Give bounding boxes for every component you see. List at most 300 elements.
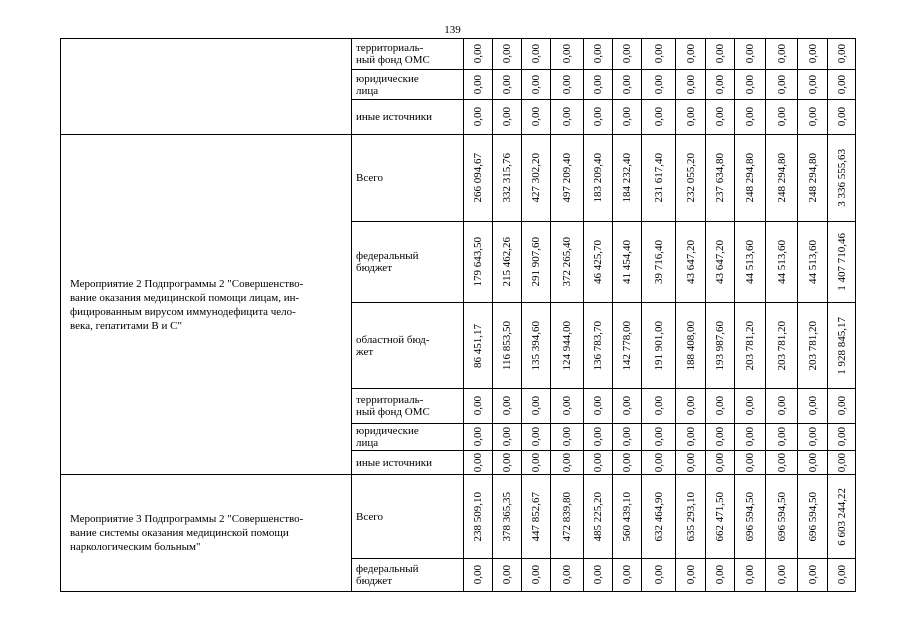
- value-text: 0,00: [621, 74, 633, 95]
- value-cell: [522, 451, 551, 475]
- value-text: 41 454,40: [621, 240, 633, 284]
- value-text: 188 408,00: [684, 320, 697, 371]
- budget-table-body: [61, 39, 856, 592]
- value-cell: [828, 100, 856, 135]
- value-cell: [584, 389, 613, 424]
- value-text: 447 852,67: [530, 491, 542, 542]
- value-text: 0,00: [835, 396, 848, 416]
- value-text: 0,00: [744, 565, 756, 585]
- funding-source-cell: федеральный бюджет: [352, 222, 464, 303]
- value-text: 0,00: [652, 396, 665, 416]
- value-cell: [522, 100, 551, 135]
- value-cell: [735, 303, 766, 389]
- value-text: 0,00: [714, 396, 726, 416]
- value-cell: [584, 135, 613, 222]
- value-text: 427 302,20: [530, 153, 542, 203]
- value-cell: [613, 135, 642, 222]
- value-text: 0,00: [835, 44, 848, 64]
- value-text: 0,00: [592, 396, 604, 416]
- value-cell: [735, 135, 766, 222]
- value-text: 0,00: [684, 107, 697, 127]
- value-text: 0,00: [835, 427, 848, 447]
- funding-source-cell: Всего: [352, 135, 464, 222]
- value-cell: [551, 424, 584, 451]
- value-text: 248 294,80: [744, 153, 756, 203]
- value-text: 0,00: [652, 107, 665, 127]
- value-cell: [828, 39, 856, 70]
- funding-source-cell: Всего: [352, 475, 464, 559]
- value-cell: [828, 222, 856, 303]
- value-cell: [706, 39, 735, 70]
- value-cell: [798, 135, 828, 222]
- value-cell: [735, 475, 766, 559]
- value-cell: [676, 451, 706, 475]
- value-text: 0,00: [775, 44, 788, 64]
- value-text: 0,00: [684, 44, 697, 64]
- value-cell: [464, 303, 493, 389]
- value-cell: [828, 303, 856, 389]
- value-text: 0,00: [561, 452, 573, 473]
- value-text: 0,00: [530, 452, 542, 473]
- value-cell: [706, 559, 735, 592]
- value-text: 0,00: [714, 74, 726, 95]
- value-cell: [642, 559, 676, 592]
- table-row: [61, 39, 856, 70]
- value-cell: [642, 100, 676, 135]
- value-text: 0,00: [652, 74, 665, 95]
- value-text: 44 513,60: [744, 240, 756, 284]
- value-cell: [522, 303, 551, 389]
- value-text: 372 265,40: [561, 237, 573, 287]
- value-text: 0,00: [621, 44, 633, 64]
- value-cell: [522, 135, 551, 222]
- value-cell: [464, 559, 493, 592]
- value-text: 248 294,80: [806, 153, 819, 203]
- funding-source-cell: юридические лица: [352, 70, 464, 100]
- value-text: 0,00: [530, 44, 542, 64]
- value-text: 0,00: [714, 107, 726, 127]
- value-cell: [642, 135, 676, 222]
- value-text: 0,00: [592, 565, 604, 585]
- value-cell: [642, 39, 676, 70]
- value-text: 0,00: [684, 565, 697, 585]
- value-cell: [522, 70, 551, 100]
- value-cell: [766, 424, 798, 451]
- value-text: 44 513,60: [806, 240, 819, 284]
- value-text: 0,00: [744, 107, 756, 127]
- value-cell: [493, 135, 522, 222]
- measure-cell: Мероприятие 3 Подпрограммы 2 "Совершенство- вание системы оказания медицинской помощи наркологическим больным": [61, 475, 352, 592]
- value-cell: [522, 424, 551, 451]
- value-text: 0,00: [684, 452, 697, 473]
- value-cell: [522, 559, 551, 592]
- value-text: 0,00: [592, 74, 604, 95]
- value-text: 472 839,80: [561, 491, 573, 542]
- value-text: 0,00: [501, 74, 513, 95]
- value-cell: [676, 39, 706, 70]
- value-text: 0,00: [561, 427, 573, 447]
- value-text: 0,00: [806, 107, 819, 127]
- value-cell: [642, 424, 676, 451]
- value-cell: [798, 70, 828, 100]
- value-text: 191 901,00: [652, 320, 665, 371]
- value-cell: [493, 389, 522, 424]
- value-text: 0,00: [561, 107, 573, 127]
- value-text: 86 451,17: [472, 323, 484, 368]
- value-cell: [584, 222, 613, 303]
- value-cell: [493, 303, 522, 389]
- value-text: 203 781,20: [775, 320, 788, 371]
- value-text: 248 294,80: [775, 153, 788, 203]
- value-text: 142 778,00: [621, 320, 633, 371]
- value-cell: [613, 39, 642, 70]
- value-text: 0,00: [684, 396, 697, 416]
- value-cell: [613, 475, 642, 559]
- value-cell: [464, 100, 493, 135]
- value-text: 237 634,80: [714, 153, 726, 203]
- value-cell: [642, 303, 676, 389]
- value-text: 0,00: [835, 74, 848, 95]
- value-text: 696 594,50: [744, 491, 756, 542]
- value-cell: [735, 222, 766, 303]
- value-cell: [642, 222, 676, 303]
- value-cell: [706, 303, 735, 389]
- value-text: 43 647,20: [714, 240, 726, 284]
- value-cell: [551, 100, 584, 135]
- value-cell: [766, 451, 798, 475]
- value-text: 378 365,35: [501, 491, 513, 542]
- value-cell: [798, 100, 828, 135]
- value-text: 203 781,20: [744, 320, 756, 371]
- value-text: 0,00: [684, 74, 697, 95]
- value-text: 0,00: [775, 396, 788, 416]
- value-cell: [735, 389, 766, 424]
- value-cell: [766, 222, 798, 303]
- value-cell: [798, 39, 828, 70]
- value-text: 215 462,26: [501, 237, 513, 287]
- value-text: 44 513,60: [775, 240, 788, 284]
- value-cell: [464, 135, 493, 222]
- table-row: [61, 475, 856, 559]
- value-text: 0,00: [775, 452, 788, 473]
- value-text: 0,00: [621, 452, 633, 473]
- value-cell: [522, 475, 551, 559]
- value-cell: [766, 39, 798, 70]
- value-text: 0,00: [472, 396, 484, 416]
- value-cell: [584, 475, 613, 559]
- table-row: [61, 135, 856, 222]
- value-text: 0,00: [744, 74, 756, 95]
- value-cell: [798, 303, 828, 389]
- value-cell: [706, 389, 735, 424]
- value-cell: [706, 424, 735, 451]
- value-cell: [828, 475, 856, 559]
- value-text: 0,00: [775, 565, 788, 585]
- value-cell: [676, 475, 706, 559]
- value-cell: [613, 303, 642, 389]
- value-cell: [613, 389, 642, 424]
- value-text: 184 232,40: [621, 153, 633, 203]
- value-cell: [464, 424, 493, 451]
- value-cell: [735, 424, 766, 451]
- value-text: 0,00: [744, 396, 756, 416]
- value-cell: [613, 451, 642, 475]
- value-text: 43 647,20: [684, 240, 697, 284]
- value-text: 0,00: [501, 452, 513, 473]
- value-text: 635 293,10: [684, 491, 697, 542]
- value-text: 238 509,10: [472, 491, 484, 542]
- value-cell: [464, 39, 493, 70]
- value-cell: [642, 70, 676, 100]
- value-cell: [676, 424, 706, 451]
- value-cell: [828, 389, 856, 424]
- value-cell: [676, 559, 706, 592]
- value-cell: [464, 222, 493, 303]
- value-cell: [798, 389, 828, 424]
- value-cell: [464, 70, 493, 100]
- funding-source-cell: федеральный бюджет: [352, 559, 464, 592]
- value-cell: [551, 303, 584, 389]
- funding-source-cell: иные источники: [352, 100, 464, 135]
- value-cell: [706, 135, 735, 222]
- value-cell: [766, 303, 798, 389]
- value-text: 485 225,20: [592, 491, 604, 542]
- value-cell: [551, 39, 584, 70]
- value-text: 179 643,50: [472, 237, 484, 287]
- value-text: 0,00: [744, 427, 756, 447]
- value-cell: [706, 451, 735, 475]
- value-text: 0,00: [530, 396, 542, 416]
- value-cell: [798, 451, 828, 475]
- value-cell: [464, 451, 493, 475]
- value-cell: [551, 559, 584, 592]
- value-text: 0,00: [806, 396, 819, 416]
- value-text: 0,00: [652, 565, 665, 585]
- value-text: 0,00: [806, 452, 819, 473]
- value-text: 497 209,40: [561, 153, 573, 203]
- value-text: 0,00: [592, 452, 604, 473]
- value-cell: [828, 559, 856, 592]
- value-cell: [493, 39, 522, 70]
- value-cell: [642, 475, 676, 559]
- value-cell: [493, 70, 522, 100]
- value-text: 0,00: [561, 74, 573, 95]
- funding-source-cell: юридические лица: [352, 424, 464, 451]
- value-text: 0,00: [501, 427, 513, 447]
- value-text: 0,00: [806, 565, 819, 585]
- value-cell: [584, 559, 613, 592]
- value-cell: [828, 135, 856, 222]
- value-text: 0,00: [806, 427, 819, 447]
- value-cell: [828, 70, 856, 100]
- value-cell: [493, 451, 522, 475]
- value-cell: [493, 222, 522, 303]
- value-text: 0,00: [652, 452, 665, 473]
- value-text: 0,00: [744, 44, 756, 64]
- value-text: 203 781,20: [806, 320, 819, 371]
- value-cell: [676, 70, 706, 100]
- value-text: 0,00: [835, 107, 848, 127]
- value-cell: [706, 100, 735, 135]
- value-cell: [584, 303, 613, 389]
- value-text: 136 783,70: [592, 320, 604, 371]
- page-number: 139: [444, 24, 461, 36]
- funding-source-cell: областной бюд- жет: [352, 303, 464, 389]
- value-cell: [613, 424, 642, 451]
- value-text: 0,00: [714, 427, 726, 447]
- budget-table: [60, 38, 856, 592]
- value-cell: [613, 559, 642, 592]
- value-text: 0,00: [472, 44, 484, 64]
- value-cell: [584, 451, 613, 475]
- measure-cell: Мероприятие 2 Подпрограммы 2 "Совершенство- вание оказания медицинской помощи лицам, ин- фицированным вирусом иммунодефицита чело- века, гепатитами В и С": [61, 135, 352, 475]
- measure-cell: [61, 39, 352, 135]
- value-text: 0,00: [775, 107, 788, 127]
- value-text: 193 987,60: [714, 320, 726, 371]
- value-text: 332 315,76: [501, 153, 513, 203]
- value-cell: [522, 222, 551, 303]
- value-cell: [613, 100, 642, 135]
- value-text: 0,00: [775, 427, 788, 447]
- value-cell: [493, 475, 522, 559]
- value-cell: [798, 424, 828, 451]
- value-text: 0,00: [592, 107, 604, 127]
- value-text: 0,00: [806, 74, 819, 95]
- value-cell: [676, 135, 706, 222]
- value-text: 0,00: [775, 74, 788, 95]
- value-text: 3 336 555,63: [835, 149, 848, 207]
- value-text: 0,00: [530, 565, 542, 585]
- value-text: 0,00: [621, 427, 633, 447]
- value-cell: [551, 389, 584, 424]
- value-cell: [464, 389, 493, 424]
- value-text: 266 094,67: [472, 153, 484, 203]
- funding-source-cell: территориаль- ный фонд ОМС: [352, 389, 464, 424]
- value-cell: [551, 222, 584, 303]
- value-cell: [464, 475, 493, 559]
- value-text: 632 464,90: [652, 491, 665, 542]
- value-text: 6 603 244,22: [835, 487, 848, 546]
- value-cell: [613, 222, 642, 303]
- value-text: 0,00: [472, 452, 484, 473]
- value-text: 696 594,50: [775, 491, 788, 542]
- value-cell: [766, 135, 798, 222]
- value-text: 0,00: [530, 74, 542, 95]
- value-cell: [798, 559, 828, 592]
- value-cell: [766, 70, 798, 100]
- value-cell: [642, 451, 676, 475]
- value-text: 116 853,50: [501, 320, 513, 371]
- value-cell: [584, 424, 613, 451]
- value-cell: [551, 135, 584, 222]
- value-text: 0,00: [714, 565, 726, 585]
- value-text: 0,00: [561, 44, 573, 64]
- value-cell: [676, 100, 706, 135]
- value-text: 696 594,50: [806, 491, 819, 542]
- value-cell: [798, 475, 828, 559]
- value-cell: [735, 70, 766, 100]
- value-cell: [828, 424, 856, 451]
- value-text: 291 907,60: [530, 237, 542, 287]
- value-text: 0,00: [621, 396, 633, 416]
- value-text: 560 439,10: [621, 491, 633, 542]
- value-cell: [676, 303, 706, 389]
- value-cell: [493, 559, 522, 592]
- value-text: 0,00: [472, 427, 484, 447]
- value-cell: [584, 39, 613, 70]
- value-text: 0,00: [714, 44, 726, 64]
- value-text: 232 055,20: [684, 153, 697, 203]
- value-cell: [735, 559, 766, 592]
- value-cell: [766, 559, 798, 592]
- value-cell: [735, 100, 766, 135]
- value-cell: [706, 475, 735, 559]
- value-cell: [584, 70, 613, 100]
- value-cell: [766, 100, 798, 135]
- value-cell: [493, 100, 522, 135]
- value-text: 0,00: [530, 107, 542, 127]
- value-text: 0,00: [652, 427, 665, 447]
- value-text: 0,00: [561, 565, 573, 585]
- value-text: 0,00: [561, 396, 573, 416]
- value-text: 231 617,40: [652, 153, 665, 203]
- value-cell: [706, 222, 735, 303]
- value-cell: [706, 70, 735, 100]
- value-text: 46 425,70: [592, 240, 604, 284]
- value-cell: [551, 475, 584, 559]
- value-text: 0,00: [592, 44, 604, 64]
- value-cell: [766, 389, 798, 424]
- value-cell: [551, 451, 584, 475]
- value-text: 135 394,60: [530, 320, 542, 371]
- value-cell: [676, 389, 706, 424]
- funding-source-cell: территориаль- ный фонд ОМС: [352, 39, 464, 70]
- value-text: 0,00: [472, 565, 484, 585]
- value-text: 0,00: [472, 107, 484, 127]
- value-cell: [522, 39, 551, 70]
- value-cell: [798, 222, 828, 303]
- value-cell: [613, 70, 642, 100]
- value-text: 0,00: [592, 427, 604, 447]
- value-text: 0,00: [684, 427, 697, 447]
- value-text: 1 407 710,46: [835, 233, 848, 291]
- value-cell: [522, 389, 551, 424]
- value-cell: [766, 475, 798, 559]
- value-text: 0,00: [621, 107, 633, 127]
- value-text: 0,00: [714, 452, 726, 473]
- value-cell: [642, 389, 676, 424]
- value-text: 0,00: [835, 452, 848, 473]
- value-text: 0,00: [744, 452, 756, 473]
- value-cell: [551, 70, 584, 100]
- value-text: 0,00: [835, 565, 848, 585]
- value-text: 0,00: [806, 44, 819, 64]
- value-text: 0,00: [530, 427, 542, 447]
- value-text: 124 944,00: [561, 320, 573, 371]
- value-text: 0,00: [472, 74, 484, 95]
- value-cell: [584, 100, 613, 135]
- value-text: 39 716,40: [652, 240, 665, 284]
- value-cell: [735, 451, 766, 475]
- value-text: 1 928 845,17: [835, 316, 848, 375]
- value-text: 0,00: [501, 565, 513, 585]
- value-cell: [493, 424, 522, 451]
- value-text: 183 209,40: [592, 153, 604, 203]
- value-text: 662 471,50: [714, 491, 726, 542]
- value-text: 0,00: [501, 44, 513, 64]
- funding-source-cell: иные источники: [352, 451, 464, 475]
- value-cell: [676, 222, 706, 303]
